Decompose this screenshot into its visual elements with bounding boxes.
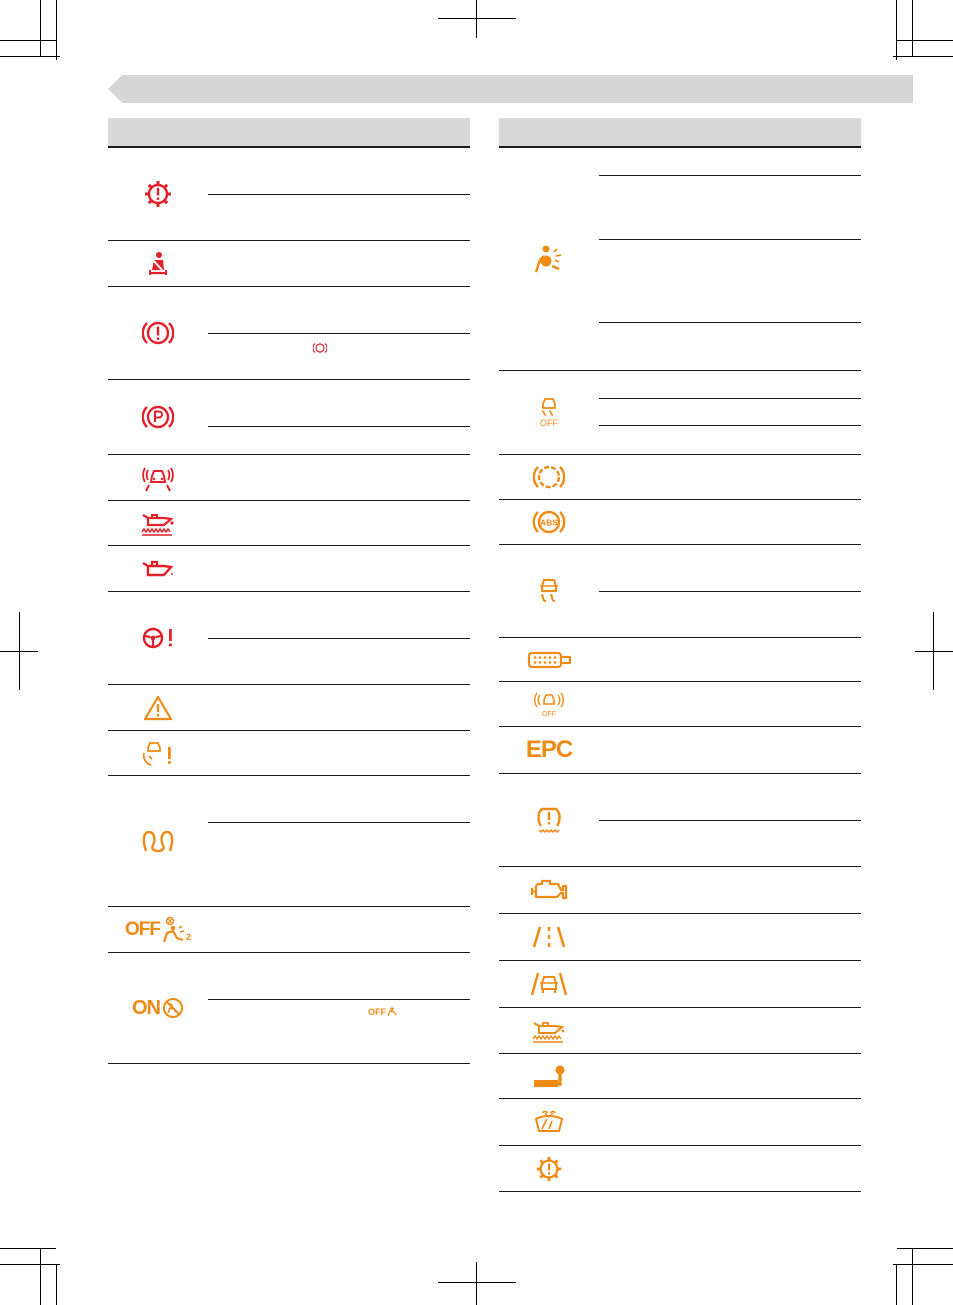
table-row	[499, 455, 861, 500]
airbag-off-label: OFF	[124, 918, 160, 940]
crop-mark	[0, 56, 60, 57]
description-cell	[208, 685, 470, 730]
table-row	[108, 731, 470, 776]
crop-mark	[56, 0, 57, 60]
tyre-pressure-icon	[499, 774, 599, 866]
section-banner	[108, 75, 913, 103]
description-cell	[599, 592, 861, 637]
description-cell	[208, 195, 470, 240]
front-assist-icon	[108, 455, 208, 500]
description-cell	[208, 287, 470, 334]
esc-icon	[499, 545, 599, 637]
crop-mark	[915, 651, 953, 652]
crop-mark	[893, 1264, 953, 1265]
crop-mark	[893, 56, 953, 57]
passenger-airbag-off-icon	[108, 907, 208, 952]
seatbelt-icon	[108, 241, 208, 286]
traffic-jam-assist-icon	[499, 961, 599, 1007]
table-row	[108, 501, 470, 546]
crop-mark	[438, 1282, 516, 1283]
table-row	[499, 371, 861, 455]
airbag-off-subscript: 2	[185, 931, 191, 942]
description-cell	[599, 148, 861, 176]
driver-assist-fault-icon	[108, 731, 208, 775]
fuel-level-icon	[499, 1054, 599, 1098]
table-row	[499, 148, 861, 371]
crop-mark	[896, 0, 897, 60]
table-row	[108, 546, 470, 592]
table-row	[499, 727, 861, 774]
front-assist-off-label: OFF	[542, 710, 556, 718]
crop-mark	[40, 1248, 41, 1305]
description-cell	[599, 371, 861, 399]
description-cell	[599, 682, 861, 726]
description-cell	[599, 774, 861, 821]
crop-mark	[476, 1262, 477, 1305]
steering-fault-icon	[108, 592, 208, 684]
crop-mark	[896, 1264, 897, 1305]
description-cell	[599, 1008, 861, 1053]
crop-mark	[40, 0, 41, 56]
particle-filter-icon	[499, 638, 599, 681]
description-cell	[599, 1099, 861, 1145]
description-cell	[208, 776, 470, 823]
table-row	[499, 545, 861, 638]
lane-assist-icon	[499, 914, 599, 960]
description-cell	[599, 176, 861, 240]
table-row	[499, 961, 861, 1008]
warning-triangle-icon	[108, 685, 208, 730]
esc-off-label: OFF	[540, 418, 558, 428]
table-header	[108, 118, 470, 148]
crop-mark	[56, 1264, 57, 1305]
table-row	[499, 774, 861, 867]
table-row	[499, 1008, 861, 1054]
table-row	[499, 1099, 861, 1146]
description-cell	[599, 545, 861, 592]
table-row	[108, 380, 470, 455]
description-cell	[599, 867, 861, 913]
abs-label: ABS	[540, 517, 558, 528]
airbag-on-label: ON	[132, 996, 160, 1019]
crop-mark	[912, 1248, 913, 1305]
parking-brake-icon	[108, 380, 208, 454]
table-row	[499, 1054, 861, 1099]
epc-label: EPC	[525, 736, 573, 763]
description-cell	[208, 334, 470, 379]
table-header	[499, 118, 861, 148]
crop-mark	[438, 18, 516, 19]
esc-off-icon	[499, 371, 599, 454]
crop-mark	[0, 1248, 56, 1249]
crop-mark	[912, 0, 913, 56]
left-table	[108, 118, 470, 1064]
description-cell	[208, 241, 470, 286]
table-row	[499, 1146, 861, 1192]
airbag-off-inline-icon: OFF	[368, 1006, 398, 1017]
brake-pad-wear-icon	[499, 455, 599, 499]
right-table	[499, 118, 861, 1192]
airbag-icon	[499, 148, 599, 370]
description-cell	[599, 455, 861, 499]
description-cell	[208, 592, 470, 639]
table-row	[108, 776, 470, 907]
engine-check-icon	[499, 867, 599, 913]
table-row	[108, 241, 470, 287]
description-cell	[599, 500, 861, 544]
crop-mark	[476, 0, 477, 38]
table-row	[108, 287, 470, 380]
table-row	[108, 685, 470, 731]
description-cell	[208, 546, 470, 591]
description-cell	[208, 639, 470, 684]
description-cell	[208, 1000, 470, 1063]
description-cell	[599, 914, 861, 960]
glow-plug-icon	[108, 776, 208, 906]
passenger-airbag-on-icon	[108, 953, 208, 1063]
description-cell	[599, 727, 861, 773]
description-cell	[208, 380, 470, 427]
description-cell	[599, 821, 861, 866]
description-cell	[599, 638, 861, 681]
gearbox-warning-icon	[499, 1146, 599, 1191]
table-row	[499, 867, 861, 914]
table-row	[499, 682, 861, 727]
description-cell	[208, 953, 470, 1000]
table-row	[108, 592, 470, 685]
oil-pressure-icon	[108, 546, 208, 591]
description-cell	[599, 961, 861, 1007]
description-cell	[599, 323, 861, 370]
crop-mark	[0, 1264, 60, 1265]
description-cell	[208, 907, 470, 952]
table-row	[499, 500, 861, 545]
oil-level-icon	[108, 501, 208, 545]
crop-mark	[933, 612, 934, 690]
description-cell	[599, 1054, 861, 1098]
table-row	[108, 148, 470, 241]
description-cell	[599, 1146, 861, 1191]
table-row	[108, 907, 470, 953]
crop-mark	[897, 40, 953, 41]
crop-mark	[0, 40, 56, 41]
table-row	[499, 914, 861, 961]
front-assist-off-icon	[499, 682, 599, 726]
description-cell	[599, 399, 861, 427]
crop-mark	[897, 1248, 953, 1249]
gearbox-fault-icon	[108, 148, 208, 240]
description-cell	[599, 426, 861, 454]
abs-icon	[499, 500, 599, 544]
description-cell	[208, 731, 470, 775]
description-cell	[208, 148, 470, 195]
epc-icon	[499, 727, 599, 773]
parking-brake-inline-icon	[313, 341, 327, 359]
description-cell	[208, 427, 470, 454]
washer-fluid-icon	[499, 1099, 599, 1145]
table-row	[108, 953, 470, 1064]
table-row	[108, 455, 470, 501]
crop-mark	[19, 612, 20, 690]
description-cell	[208, 455, 470, 500]
description-cell	[208, 501, 470, 545]
table-row	[499, 638, 861, 682]
brake-system-icon	[108, 287, 208, 379]
description-cell	[208, 823, 470, 906]
oil-sensor-icon	[499, 1008, 599, 1053]
description-cell	[599, 240, 861, 323]
